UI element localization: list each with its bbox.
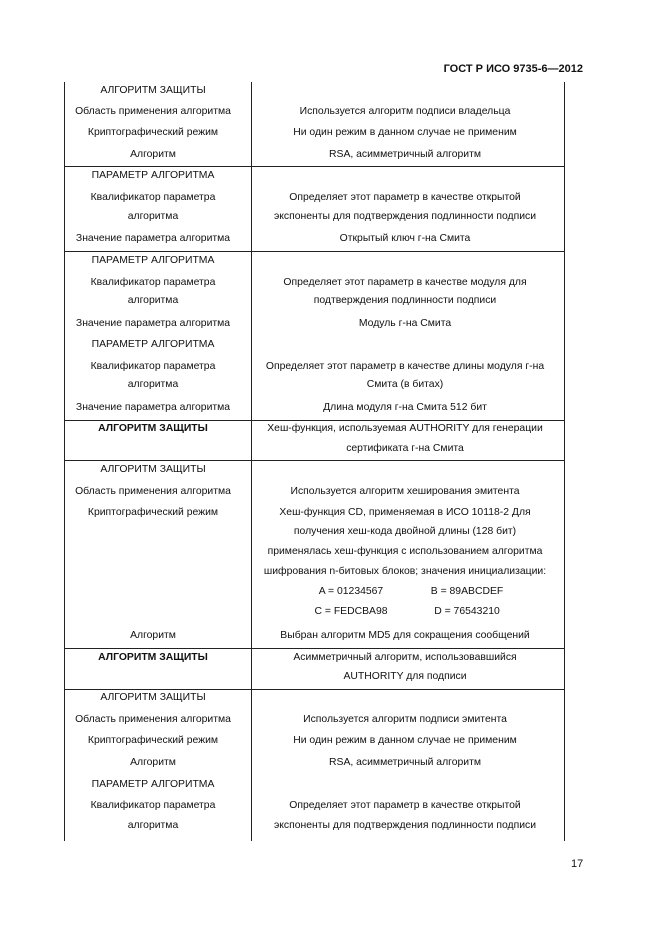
row-label: Область применения алгоритма [75, 486, 231, 497]
row-label: Алгоритм [130, 757, 176, 768]
row-label: Область применения алгоритма [75, 106, 231, 117]
row-value: применялась хеш-функция с использованием алгоритма [267, 546, 543, 557]
row-value: Хеш-функция CD, применяемая в ИСО 10118-2 Для [279, 507, 531, 518]
row-label: АЛГОРИТМ ЗАЩИТЫ [98, 423, 208, 434]
row-value: Используется алгоритм хеширования эмитента [290, 486, 520, 497]
row-value: Хеш-функция, используемая AUTHORITY для генерации [267, 423, 543, 434]
row-label: алгоритма [127, 211, 179, 222]
row-value: шифрования n-битовых блоков; значения инициализации: [263, 566, 547, 577]
column-divider [251, 82, 252, 841]
row-label: Алгоритм [130, 630, 176, 641]
row-label: Криптографический режим [87, 507, 219, 518]
row-value: Определяет этот параметр в качестве модуля для [283, 277, 527, 288]
row-label: алгоритма [127, 379, 179, 390]
row-value: Определяет этот параметр в качестве длины модуля г-на [265, 361, 545, 372]
row-label: Квалификатор параметра [90, 800, 216, 811]
row-label: Квалификатор параметра [90, 361, 216, 372]
row-value: получения хеш-кода двойной длины (128 бит) [293, 526, 517, 537]
row-value: Длина модуля г-на Смита 512 бит [323, 402, 487, 413]
page-number: 17 [571, 858, 584, 870]
row-value: подтверждения подлинности подписи [313, 295, 497, 306]
row-value: Асимметричный алгоритм, использовавшийся [293, 652, 517, 663]
row-value: экспоненты для подтверждения подлинности подписи [273, 211, 537, 222]
row-value: сертификата г-на Смита [346, 443, 464, 454]
row-label: алгоритма [127, 295, 179, 306]
row-label: ПАРАМЕТР АЛГОРИТМА [91, 339, 215, 350]
row-separator [65, 251, 564, 252]
row-label: АЛГОРИТМ ЗАЩИТЫ [100, 85, 206, 96]
row-label: Квалификатор параметра [90, 277, 216, 288]
row-value: экспоненты для подтверждения подлинности подписи [273, 820, 537, 831]
row-separator [65, 166, 564, 167]
init-value: A = 01234567 [318, 586, 384, 597]
row-separator [65, 420, 564, 421]
init-value: D = 76543210 [434, 606, 500, 617]
row-value: Ни один режим в данном случае не применим [293, 127, 517, 138]
row-separator [65, 648, 564, 649]
row-label: АЛГОРИТМ ЗАЩИТЫ [100, 692, 206, 703]
init-value: B = 89ABCDEF [430, 586, 504, 597]
row-value: Открытый ключ г-на Смита [339, 233, 471, 244]
row-label: ПАРАМЕТР АЛГОРИТМА [91, 255, 215, 266]
row-value: Определяет этот параметр в качестве открытой [289, 800, 521, 811]
row-value: Ни один режим в данном случае не применим [293, 735, 517, 746]
row-value: AUTHORITY для подписи [343, 671, 467, 682]
row-value: Определяет этот параметр в качестве открытой [289, 192, 521, 203]
row-label: ПАРАМЕТР АЛГОРИТМА [91, 779, 215, 790]
row-value: Смита (в битах) [366, 379, 444, 390]
document-id: ГОСТ Р ИСО 9735-6—2012 [443, 63, 583, 75]
row-value: Используется алгоритм подписи владельца [299, 106, 511, 117]
row-value: Выбран алгоритм MD5 для сокращения сообщений [280, 630, 530, 641]
row-separator [65, 689, 564, 690]
row-label: Значение параметра алгоритма [75, 318, 231, 329]
row-label: Квалификатор параметра [90, 192, 216, 203]
row-label: Криптографический режим [87, 735, 219, 746]
row-label: АЛГОРИТМ ЗАЩИТЫ [98, 652, 208, 663]
row-label: Значение параметра алгоритма [75, 233, 231, 244]
row-label: алгоритма [127, 820, 179, 831]
row-label: Значение параметра алгоритма [75, 402, 231, 413]
row-label: ПАРАМЕТР АЛГОРИТМА [91, 170, 215, 181]
row-value: RSA, асимметричный алгоритм [329, 757, 481, 768]
row-label: Алгоритм [130, 149, 176, 160]
init-value: C = FEDCBA98 [314, 606, 388, 617]
row-label: АЛГОРИТМ ЗАЩИТЫ [100, 464, 206, 475]
row-value: Используется алгоритм подписи эмитента [303, 714, 507, 725]
row-value: RSA, асимметричный алгоритм [329, 149, 481, 160]
row-label: Криптографический режим [87, 127, 219, 138]
row-separator [65, 460, 564, 461]
row-value: Модуль г-на Смита [358, 318, 452, 329]
algorithm-table [64, 82, 565, 841]
row-label: Область применения алгоритма [75, 714, 231, 725]
